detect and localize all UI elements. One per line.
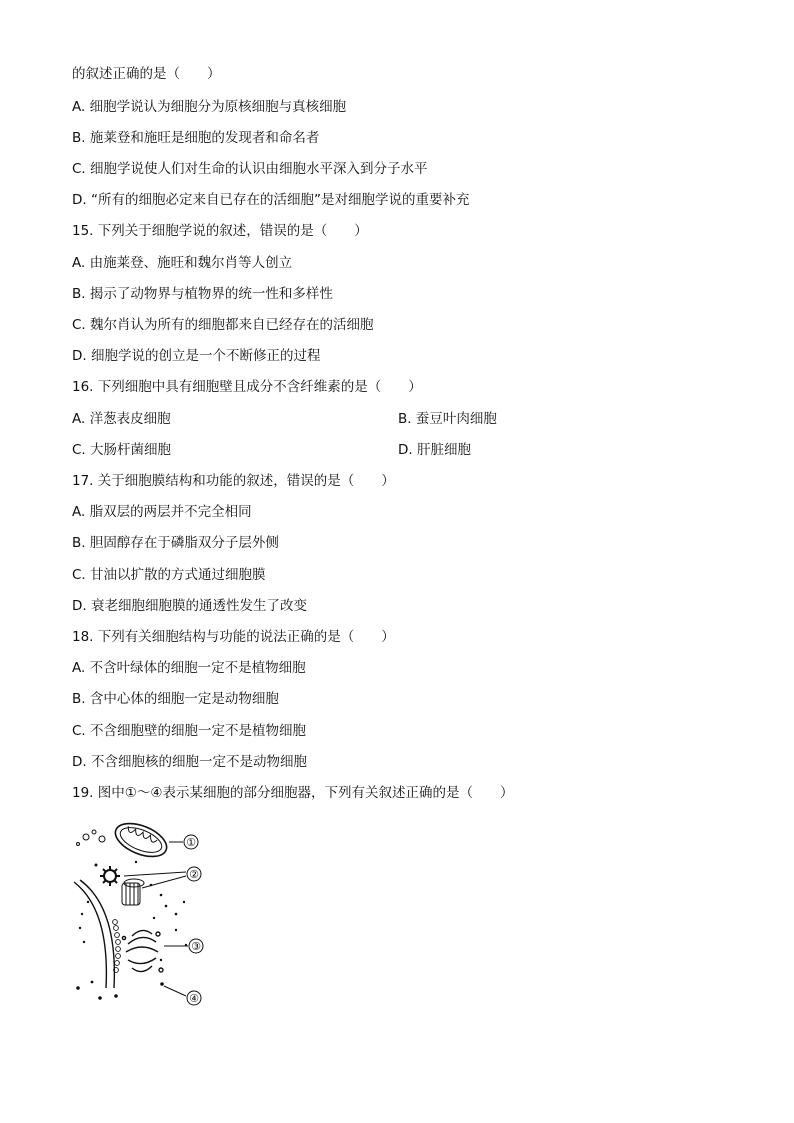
golgi-icon [122,930,163,972]
q14-option-a: A. 细胞学说认为细胞分为原核细胞与真核细胞 [72,99,347,115]
q15-stem: 15. 下列关于细胞学说的叙述，错误的是（ ） [72,223,368,239]
mitochondrion-icon [111,817,172,863]
q14-option-c: C. 细胞学说使人们对生命的认识由细胞水平深入到分子水平 [72,161,428,177]
q18-option-c: C. 不含细胞壁的细胞一定不是植物细胞 [72,723,307,739]
organelle-figure [66,810,216,1010]
q15-option-d: D. 细胞学说的创立是一个不断修正的过程 [72,348,321,364]
q18-option-b: B. 含中心体的细胞一定是动物细胞 [72,691,279,707]
q18-option-d: D. 不含细胞核的细胞一定不是动物细胞 [72,754,307,770]
q14-stem-tail: 的叙述正确的是（ ） [72,66,221,82]
q16-option-c: C. 大肠杆菌细胞 [72,442,172,458]
leader-line-2a [124,872,186,876]
q14-option-d: D. “所有的细胞必定来自已存在的活细胞”是对细胞学说的重要补充 [72,192,470,208]
q15-option-b: B. 揭示了动物界与植物界的统一性和多样性 [72,286,333,302]
leader-line-2b [142,876,186,888]
q15-option-a: A. 由施莱登、施旺和魏尔肖等人创立 [72,255,293,271]
q19-stem: 19. 图中①～④表示某细胞的部分细胞器，下列有关叙述正确的是（ ） [72,785,514,801]
endoplasmic-reticulum-icon [74,880,120,988]
label-4: ④ [189,992,199,1005]
q16-stem: 16. 下列细胞中具有细胞壁且成分不含纤维素的是（ ） [72,379,422,395]
q17-option-d: D. 衰老细胞细胞膜的通透性发生了改变 [72,598,307,614]
q16-option-a: A. 洋葱表皮细胞 [72,411,171,427]
q17-option-a: A. 脂双层的两层并不完全相同 [72,504,252,520]
q14-option-b: B. 施莱登和施旺是细胞的发现者和命名者 [72,130,320,146]
label-2: ② [189,868,199,881]
q17-option-c: C. 甘油以扩散的方式通过细胞膜 [72,567,266,583]
q16-option-b: B. 蚕豆叶肉细胞 [398,411,497,427]
centriole-icon [100,866,144,905]
q18-stem: 18. 下列有关细胞结构与功能的说法正确的是（ ） [72,629,395,645]
q15-option-c: C. 魏尔肖认为所有的细胞都来自已经存在的活细胞 [72,317,374,333]
label-1: ① [186,836,196,849]
label-3: ③ [191,940,201,953]
q18-option-a: A. 不含叶绿体的细胞一定不是植物细胞 [72,660,306,676]
free-ribosomes [76,981,164,1000]
vesicles [77,830,106,846]
leader-line-4 [164,986,186,996]
q17-option-b: B. 胆固醇存在于磷脂双分子层外侧 [72,535,279,551]
q17-stem: 17. 关于细胞膜结构和功能的叙述，错误的是（ ） [72,473,395,489]
q16-option-d: D. 肝脏细胞 [398,442,471,458]
